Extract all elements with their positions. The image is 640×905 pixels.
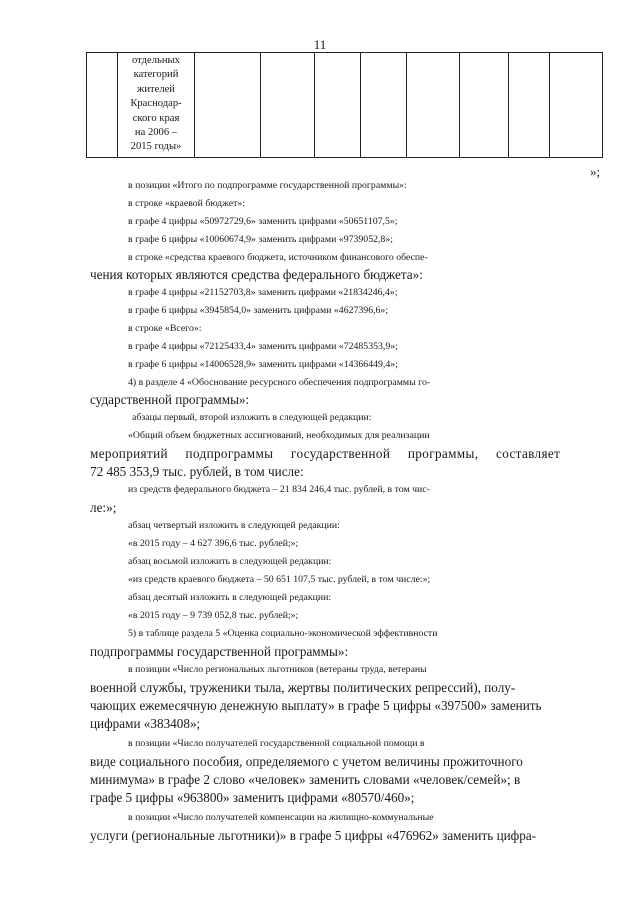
body-line: в позиции «Число получателей компенсации на жилищно-коммунальные: [128, 812, 434, 823]
table-cell-line: 2015 годы»: [130, 141, 182, 153]
body-line: чающих ежемесячную денежную выплату» в графе 5 цифры «397500» заменить: [90, 698, 542, 713]
body-line: 5) в таблице раздела 5 «Оценка социально-экономической эффективности: [128, 628, 438, 639]
table-cell-line: жителей: [137, 83, 175, 95]
body-line: ле:»;: [90, 500, 117, 515]
body-line: 72 485 353,9 тыс. рублей, в том числе:: [90, 464, 304, 479]
body-line: в строке «краевой бюджет»:: [128, 198, 246, 209]
body-line: подпрограммы государственной программы»:: [90, 644, 349, 659]
body-line: из средств федерального бюджета – 21 834 246,4 тыс. рублей, в том чис-: [128, 484, 430, 495]
table-cell-empty: [195, 53, 261, 158]
body-line: 4) в разделе 4 «Обоснование ресурсного обеспечения подпрограммы го-: [128, 377, 431, 388]
table-cell-empty: [460, 53, 509, 158]
table-cell-empty: [407, 53, 460, 158]
table-cell-line: Краснодар-: [130, 98, 182, 110]
body-line: мероприятий подпрограммы государственной программы, составляет: [90, 446, 561, 461]
table-cell-line: на 2006 –: [134, 127, 178, 139]
body-line: «в 2015 году – 9 739 052,8 тыс. рублей;»;: [128, 610, 299, 621]
table-cell-line: отдельных: [132, 55, 180, 66]
body-line: в графе 4 цифры «21152703,8» заменить цифрами «21834246,4»;: [128, 287, 398, 298]
body-line: в графе 4 цифры «72125433,4» заменить цифрами «72485353,9»;: [128, 341, 398, 352]
body-line: чения которых являются средства федерального бюджета»:: [90, 267, 423, 282]
body-line: в графе 4 цифры «50972729,6» заменить цифрами «50651107,5»;: [128, 216, 398, 227]
table-cell-empty: [261, 53, 315, 158]
table-cell-number: [87, 53, 118, 158]
body-line: в графе 6 цифры «3945854,0» заменить цифрами «4627396,6»;: [128, 305, 389, 316]
body-line: в позиции «Число получателей государственной социальной помощи в: [128, 738, 425, 749]
table-cell-empty: [509, 53, 550, 158]
table-cell-empty: [550, 53, 603, 158]
program-table-fragment: [86, 52, 603, 158]
table-cell-line: категорий: [133, 69, 179, 81]
body-line: в графе 6 цифры «10060674,9» заменить цифрами «9739052,8»;: [128, 234, 393, 245]
body-line: в строке «Всего»:: [128, 323, 202, 334]
body-line: сударственной программы»:: [90, 392, 250, 407]
body-line: «из средств краевого бюджета – 50 651 107,5 тыс. рублей, в том числе:»;: [128, 574, 431, 585]
body-line: абзац четвертый изложить в следующей редакции:: [128, 520, 340, 531]
body-line: абзац десятый изложить в следующей редакции:: [128, 592, 332, 603]
table-cell-empty: [361, 53, 407, 158]
body-line: в строке «средства краевого бюджета, источником финансового обеспе-: [128, 252, 428, 263]
table-cell-empty: [315, 53, 361, 158]
body-line: цифрами «383408»;: [90, 716, 201, 731]
body-line: абзацы первый, второй изложить в следующей редакции:: [132, 412, 372, 423]
body-line: военной службы, труженики тыла, жертвы политических репрессий), полу-: [90, 680, 516, 695]
table-closing-mark: »;: [590, 164, 601, 179]
body-line: услуги (региональные льготники)» в графе 5 цифры «476962» заменить цифра-: [90, 828, 537, 843]
body-line: в позиции «Итого по подпрограмме государственной программы»:: [128, 180, 407, 191]
body-line: «Общий объем бюджетных ассигнований, необходимых для реализации: [128, 430, 430, 441]
body-line: «в 2015 году – 4 627 396,6 тыс. рублей;»;: [128, 538, 299, 549]
table-cell-line: ского края: [132, 112, 180, 124]
body-line: абзац восьмой изложить в следующей редакции:: [128, 556, 332, 567]
body-line: виде социального пособия, определяемого с учетом величины прожиточного: [90, 754, 523, 769]
body-line: минимума» в графе 2 слово «человек» заменить словами «человек/семей»; в: [90, 772, 521, 787]
table-cell-description: [118, 53, 195, 158]
body-line: графе 5 цифры «963800» заменить цифрами «80570/460»;: [90, 790, 415, 805]
body-line: в позиции «Число региональных льготников (ветераны труда, ветераны: [128, 664, 427, 675]
body-line: в графе 6 цифры «14006528,9» заменить цифрами «14366449,4»;: [128, 359, 398, 370]
page-number: 11: [313, 37, 327, 52]
